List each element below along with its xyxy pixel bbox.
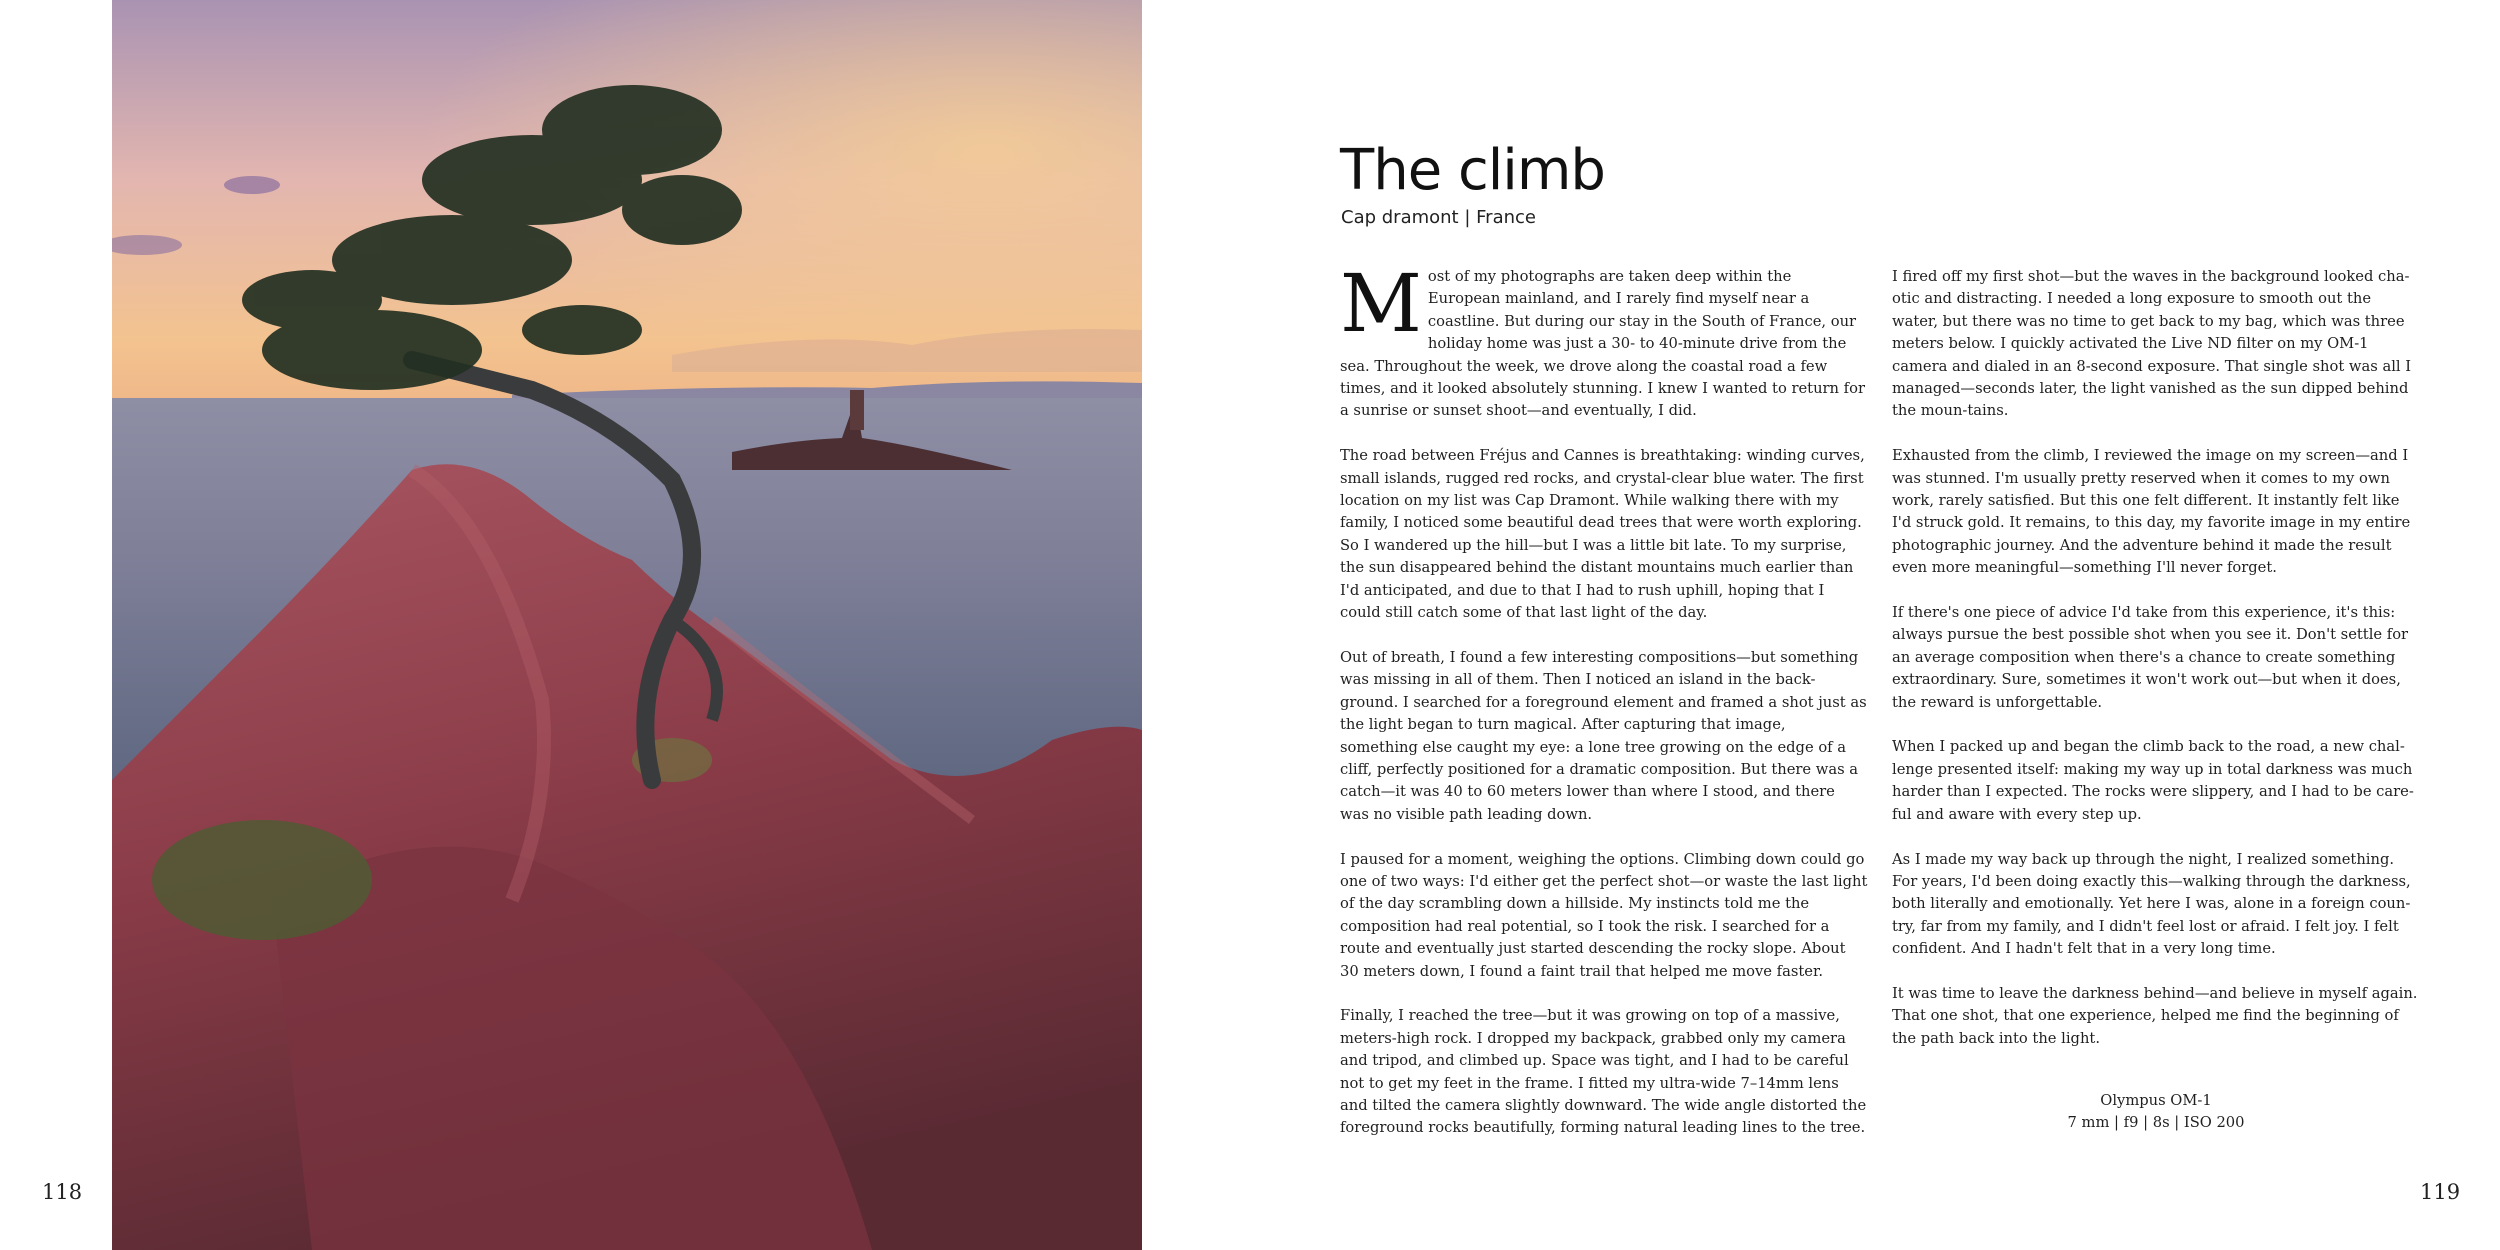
- photo-scene: [112, 0, 1142, 1250]
- page-number-right: 119: [2420, 1180, 2461, 1204]
- paragraph: Out of breath, I found a few interesting compositions—but something was missing in all of them. Then I noticed an island in the back-ground. I searched for a foreground element and framed a shot just as the light began to turn magical. After capturing that image, something else caught my eye: a lone tree growing on the edge of a cliff, perfectly positioned for a dramatic composition. But there was a catch—it was 40 to 60 meters lower than where I stood, and there was no visible path leading down.: [1340, 648, 1867, 823]
- article-subtitle: Cap dramont | France: [1341, 207, 1536, 228]
- landscape-photo: [112, 0, 1142, 1250]
- first-paragraph: [1340, 257, 1868, 423]
- camera-specs: [1892, 1090, 2420, 1135]
- paragraph: If there's one piece of advice I'd take from this experience, it's this: always pursue the best possible shot when you see it. Don't settle for an average composition when there's a chance to create something extraordinary. Sure, sometimes it won't work out—but when it does, the reward is unforgettable.: [1892, 604, 2409, 711]
- text-column-two: [1892, 266, 2420, 1073]
- paragraph: Finally, I reached the tree—but it was growing on top of a massive, meters-high rock. I dropped my backpack, grabbed only my camera and tripod, and climbed up. Space was tight, and I had to be careful not to get my feet in the frame. I fitted my ultra-wide 7–14mm lens and tilted the camera slightly downward. The wide angle distorted the foreground rocks beautifully, forming natural leading lines to the tree.: [1340, 1007, 1867, 1137]
- paragraph: When I packed up and began the climb back to the road, a new chal-lenge presented itself: making my way up in total darkness was much harder than I expected. The rocks were slippery, and I had to be care-ful and aware with every step up.: [1892, 738, 2414, 823]
- camera-model: Olympus OM-1: [2100, 1092, 2212, 1109]
- paragraph: The road between Fréjus and Cannes is breathtaking: winding curves, small islands, rugged red rocks, and crystal-clear blue water. The first location on my list was Cap Dramont. While walking there with my family, I noticed some beautiful dead trees that were worth exploring. So I wandered up the hill—but I was a little bit late. To my surprise, the sun disappeared behind the distant mountains much earlier than I'd anticipated, and due to that I had to rush uphill, hoping that I could still catch some of that last light of the day.: [1340, 447, 1865, 622]
- article-title: The climb: [1340, 138, 1605, 203]
- camera-settings: 7 mm | f9 | 8s | ISO 200: [2067, 1114, 2245, 1132]
- paragraph: Exhausted from the climb, I reviewed the image on my screen—and I was stunned. I'm usually pretty reserved when it comes to my own work, rarely satisfied. But this one felt different. It instantly felt like I'd struck gold. It remains, to this day, my favorite image in my entire photographic journey. And the adventure behind it made the result even more meaningful—something I'll never forget.: [1892, 447, 2411, 577]
- page-number-left: 118: [42, 1180, 83, 1204]
- paragraph: I fired off my first shot—but the waves in the background looked cha-otic and distracting. I needed a long exposure to smooth out the water, but there was no time to get back to my bag, which was three meters below. I quickly activated the Live ND filter on my OM-1 camera and dialed in an 8-second exposure. That single shot was all I managed—seconds later, the light vanished as the sun dipped behind the moun-tains.: [1892, 268, 2412, 420]
- drop-cap: M: [1340, 257, 1422, 350]
- paragraph: It was time to leave the darkness behind—and believe in myself again. That one shot, that one experience, helped me find the beginning of the path back into the light.: [1892, 984, 2418, 1047]
- text-column-one: [1340, 257, 1868, 1162]
- paragraph: I paused for a moment, weighing the options. Climbing down could go one of two ways: I'd either get the perfect shot—or waste the last light of the day scrambling down a hillside. My instincts told me the composition had real potential, so I took the risk. I searched for a route and eventually just started descending the rocky slope. About 30 meters down, I found a faint trail that helped me move faster.: [1340, 850, 1868, 980]
- paragraph: As I made my way back up through the night, I realized something. For years, I'd been doing exactly this—walking through the darkness, both literally and emotionally. Yet here I was, alone in a foreign coun-try, far from my family, and I didn't feel lost or afraid. I felt joy. I felt confident. And I hadn't felt that in a very long time.: [1892, 850, 2411, 958]
- first-paragraph-text: ost of my photographs are taken deep within the European mainland, and I rarely find myself near a coastline. But during our stay in the South of France, our holiday home was just a 30- to 40-minute drive from the sea. Throughout the week, we drove along the coastal road a few times, and it looked absolutely stunning. I knew I wanted to return for a sunrise or sunset shoot—and eventually, I did.: [1340, 268, 1865, 420]
